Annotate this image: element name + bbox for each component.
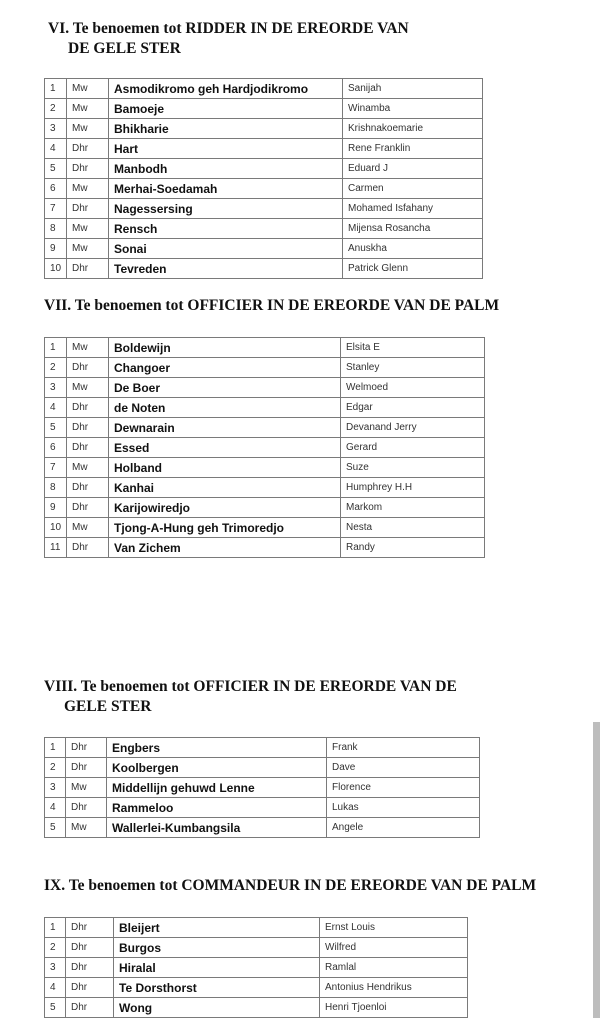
section-heading-vii — [44, 296, 499, 316]
surname: Engbers — [107, 738, 327, 758]
surname: Sonai — [109, 239, 343, 259]
table-officier-palm — [44, 337, 485, 558]
table-commandeur-palm — [44, 917, 468, 1018]
surname: Holband — [109, 458, 341, 478]
table-row — [45, 259, 483, 279]
table-officier-gele-ster — [44, 737, 480, 838]
table-row — [45, 918, 468, 938]
row-number: 10 — [45, 518, 67, 538]
table-ridder-gele-ster — [44, 78, 483, 279]
row-number: 7 — [45, 199, 67, 219]
honorific: Dhr — [66, 958, 114, 978]
section-heading-ix — [44, 876, 536, 896]
row-number: 4 — [45, 978, 66, 998]
given-names: Mijensa Rosancha — [343, 219, 483, 239]
surname: Nagessersing — [109, 199, 343, 219]
given-names: Stanley — [341, 358, 485, 378]
table-row — [45, 398, 485, 418]
honorific: Dhr — [67, 139, 109, 159]
given-names: Randy — [341, 538, 485, 558]
surname: Te Dorsthorst — [114, 978, 320, 998]
honorific: Dhr — [66, 798, 107, 818]
row-number: 9 — [45, 239, 67, 259]
table-row — [45, 478, 485, 498]
given-names: Florence — [327, 778, 480, 798]
given-names: Lukas — [327, 798, 480, 818]
heading-line2: DE GELE STER — [68, 40, 181, 57]
given-names: Markom — [341, 498, 485, 518]
heading-line1: VII. Te benoemen tot OFFICIER IN DE EREORDE VAN DE PALM — [44, 297, 500, 314]
surname: Karijowiredjo — [109, 498, 341, 518]
row-number: 8 — [45, 478, 67, 498]
section-heading-viii — [44, 677, 457, 717]
table-row — [45, 778, 480, 798]
row-number: 1 — [45, 918, 66, 938]
row-number: 5 — [45, 998, 66, 1018]
row-number: 10 — [45, 259, 67, 279]
table-row — [45, 438, 485, 458]
table-row — [45, 958, 468, 978]
row-number: 1 — [45, 338, 67, 358]
honorific: Dhr — [67, 478, 109, 498]
given-names: Winamba — [343, 99, 483, 119]
surname: Bamoeje — [109, 99, 343, 119]
given-names: Elsita E — [341, 338, 485, 358]
given-names: Sanijah — [343, 79, 483, 99]
given-names: Henri Tjoenloi — [320, 998, 468, 1018]
given-names: Carmen — [343, 179, 483, 199]
surname: Wallerlei-Kumbangsila — [107, 818, 327, 838]
row-number: 8 — [45, 219, 67, 239]
given-names: Angele — [327, 818, 480, 838]
surname: Hart — [109, 139, 343, 159]
row-number: 2 — [45, 99, 67, 119]
surname: Merhai-Soedamah — [109, 179, 343, 199]
honorific: Dhr — [67, 398, 109, 418]
given-names: Humphrey H.H — [341, 478, 485, 498]
table-row — [45, 978, 468, 998]
surname: Van Zichem — [109, 538, 341, 558]
honorific: Dhr — [67, 199, 109, 219]
given-names: Nesta — [341, 518, 485, 538]
given-names: Mohamed Isfahany — [343, 199, 483, 219]
row-number: 3 — [45, 778, 66, 798]
honorific: Dhr — [66, 758, 107, 778]
given-names: Wilfred — [320, 938, 468, 958]
given-names: Eduard J — [343, 159, 483, 179]
surname: Burgos — [114, 938, 320, 958]
row-number: 7 — [45, 458, 67, 478]
honorific: Dhr — [66, 998, 114, 1018]
table-row — [45, 199, 483, 219]
given-names: Frank — [327, 738, 480, 758]
table-row — [45, 538, 485, 558]
honorific: Mw — [67, 79, 109, 99]
honorific: Mw — [67, 458, 109, 478]
scrollbar[interactable] — [593, 722, 600, 1018]
surname: Middellijn gehuwd Lenne — [107, 778, 327, 798]
row-number: 5 — [45, 818, 66, 838]
surname: Hiralal — [114, 958, 320, 978]
surname: Dewnarain — [109, 418, 341, 438]
row-number: 1 — [45, 738, 66, 758]
table-row — [45, 179, 483, 199]
surname: Essed — [109, 438, 341, 458]
table-row — [45, 458, 485, 478]
given-names: Anuskha — [343, 239, 483, 259]
honorific: Dhr — [66, 738, 107, 758]
surname: Boldewijn — [109, 338, 341, 358]
given-names: Dave — [327, 758, 480, 778]
row-number: 2 — [45, 358, 67, 378]
honorific: Mw — [67, 378, 109, 398]
honorific: Mw — [66, 818, 107, 838]
table-row — [45, 159, 483, 179]
honorific: Dhr — [67, 159, 109, 179]
honorific: Mw — [67, 518, 109, 538]
given-names: Gerard — [341, 438, 485, 458]
table-row — [45, 498, 485, 518]
table-row — [45, 239, 483, 259]
table-row — [45, 418, 485, 438]
honorific: Dhr — [67, 418, 109, 438]
table-row — [45, 758, 480, 778]
heading-line1: IX. Te benoemen tot COMMANDEUR IN DE EREORDE VAN DE PALM — [44, 877, 537, 894]
row-number: 3 — [45, 378, 67, 398]
row-number: 4 — [45, 139, 67, 159]
honorific: Mw — [67, 219, 109, 239]
table-row — [45, 378, 485, 398]
honorific: Dhr — [67, 538, 109, 558]
surname: Bleijert — [114, 918, 320, 938]
table-row — [45, 358, 485, 378]
honorific: Dhr — [66, 918, 114, 938]
table-row — [45, 798, 480, 818]
given-names: Ernst Louis — [320, 918, 468, 938]
surname: De Boer — [109, 378, 341, 398]
surname: Rammeloo — [107, 798, 327, 818]
section-heading-vi — [48, 19, 409, 59]
heading-line2: GELE STER — [64, 698, 152, 715]
table-row — [45, 738, 480, 758]
honorific: Dhr — [67, 358, 109, 378]
honorific: Dhr — [66, 938, 114, 958]
heading-line1: VI. Te benoemen tot RIDDER IN DE EREORDE VAN — [48, 20, 409, 37]
heading-line1: VIII. Te benoemen tot OFFICIER IN DE EREORDE VAN DE — [44, 678, 457, 695]
table-row — [45, 99, 483, 119]
row-number: 5 — [45, 159, 67, 179]
surname: Wong — [114, 998, 320, 1018]
surname: Rensch — [109, 219, 343, 239]
honorific: Dhr — [67, 259, 109, 279]
row-number: 4 — [45, 798, 66, 818]
table-row — [45, 119, 483, 139]
given-names: Rene Franklin — [343, 139, 483, 159]
table-row — [45, 938, 468, 958]
surname: Tjong-A-Hung geh Trimoredjo — [109, 518, 341, 538]
table-row — [45, 818, 480, 838]
given-names: Devanand Jerry — [341, 418, 485, 438]
table-row — [45, 79, 483, 99]
honorific: Mw — [67, 239, 109, 259]
honorific: Mw — [67, 338, 109, 358]
surname: Kanhai — [109, 478, 341, 498]
surname: Bhikharie — [109, 119, 343, 139]
table-row — [45, 518, 485, 538]
given-names: Antonius Hendrikus — [320, 978, 468, 998]
given-names: Welmoed — [341, 378, 485, 398]
honorific: Dhr — [67, 438, 109, 458]
given-names: Suze — [341, 458, 485, 478]
honorific: Mw — [66, 778, 107, 798]
row-number: 3 — [45, 119, 67, 139]
row-number: 3 — [45, 958, 66, 978]
row-number: 1 — [45, 79, 67, 99]
table-row — [45, 219, 483, 239]
given-names: Edgar — [341, 398, 485, 418]
surname: Koolbergen — [107, 758, 327, 778]
row-number: 9 — [45, 498, 67, 518]
given-names: Krishnakoemarie — [343, 119, 483, 139]
surname: Asmodikromo geh Hardjodikromo — [109, 79, 343, 99]
given-names: Ramlal — [320, 958, 468, 978]
honorific: Dhr — [66, 978, 114, 998]
honorific: Dhr — [67, 498, 109, 518]
surname: Changoer — [109, 358, 341, 378]
honorific: Mw — [67, 99, 109, 119]
given-names: Patrick Glenn — [343, 259, 483, 279]
honorific: Mw — [67, 119, 109, 139]
table-row — [45, 139, 483, 159]
row-number: 5 — [45, 418, 67, 438]
row-number: 4 — [45, 398, 67, 418]
honorific: Mw — [67, 179, 109, 199]
table-row — [45, 338, 485, 358]
row-number: 6 — [45, 179, 67, 199]
row-number: 6 — [45, 438, 67, 458]
surname: Manbodh — [109, 159, 343, 179]
surname: de Noten — [109, 398, 341, 418]
row-number: 2 — [45, 938, 66, 958]
row-number: 11 — [45, 538, 67, 558]
table-row — [45, 998, 468, 1018]
row-number: 2 — [45, 758, 66, 778]
surname: Tevreden — [109, 259, 343, 279]
